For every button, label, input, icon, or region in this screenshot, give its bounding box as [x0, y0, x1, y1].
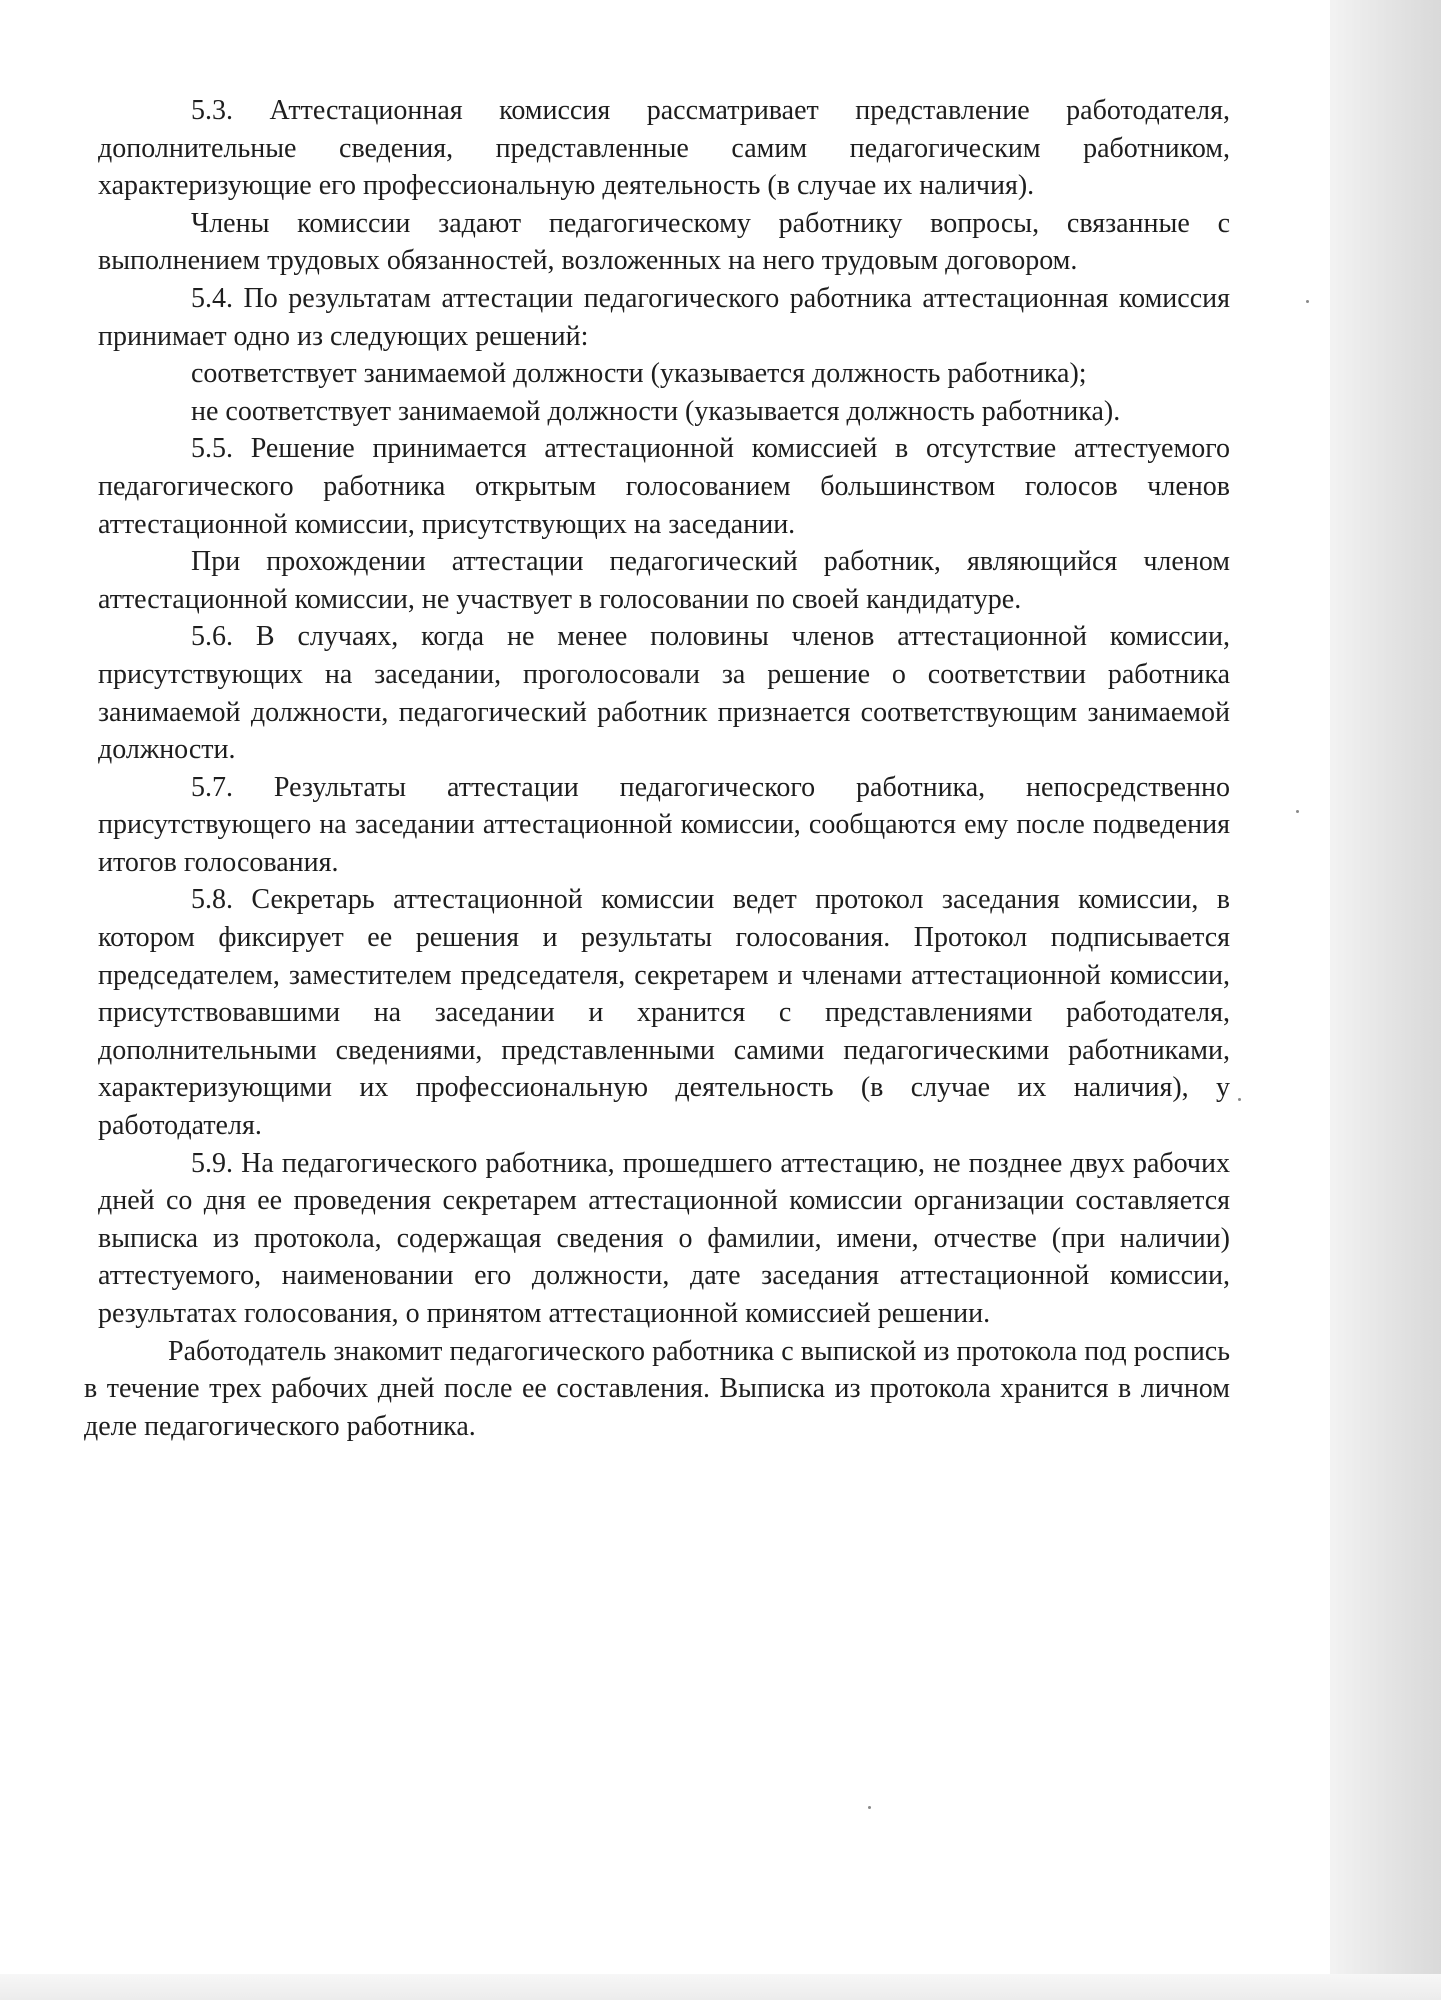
document-body [84, 92, 1230, 1445]
paragraph-5-5: 5.5. Решение принимается аттестационной комиссией в отсутствие аттестуемого педагогического работника открытым голосованием большинством голосов членов аттестационной комиссии, присутствующих на заседании. [98, 433, 1230, 540]
paragraph-5-7: 5.7. Результаты аттестации педагогического работника, непосредственно присутствующего на заседании аттестационной комиссии, сообщаются ему после подведения итогов голосования. [98, 771, 1230, 878]
scan-speck [868, 1806, 871, 1809]
paragraph-5-4: 5.4. По результатам аттестации педагогического работника аттестационная комиссия принимает одно из следующих решений: [98, 282, 1230, 352]
decision-option-complies: соответствует занимаемой должности (указывается должность работника); [191, 358, 1087, 390]
decision-option-not-complies: не соответствует занимаемой должности (указывается должность работника). [191, 395, 1121, 427]
scan-speck [1296, 810, 1299, 813]
paragraph-5-3: 5.3. Аттестационная комиссия рассматривает представление работодателя, дополнительные сведения, представленные самим педагогическим работником, характеризующие его профессиональную деятельность (в случае их наличия). [98, 95, 1230, 202]
paragraph-member-voting: При прохождении аттестации педагогический работник, являющийся членом аттестационной комиссии, не участвует в голосовании по своей кандидатуре. [98, 546, 1230, 615]
scan-speck [1238, 1098, 1241, 1101]
scan-bottom-edge [0, 1974, 1441, 2000]
scan-speck [1306, 300, 1309, 303]
paragraph-committee-questions: Члены комиссии задают педагогическому работнику вопросы, связанные с выполнением трудовых обязанностей, возложенных на него трудовым договором. [98, 207, 1230, 277]
paragraph-5-8: 5.8. Секретарь аттестационной комиссии ведет протокол заседания комиссии, в котором фиксирует ее решения и результаты голосования. Протокол подписывается председателем, заместителем председателя, секретарем и членами аттестационной комиссии, присутствовавшими на заседании и хранится с представлениями работодателя, дополнительными сведениями, представленными самими педагогическими работниками, характеризующими их профессиональную деятельность (в случае их наличия), у работодателя. [98, 884, 1230, 1142]
paragraph-employer-acquaints: Работодатель знакомит педагогического работника с выпиской из протокола под роспись в течение трех рабочих дней после ее составления. Выписка из протокола хранится в личном деле педагогического работника. [84, 1335, 1230, 1442]
paragraph-5-6: 5.6. В случаях, когда не менее половины членов аттестационной комиссии, присутствующих на заседании, проголосовали за решение о соответствии работника занимаемой должности, педагогический работник признается соответствующим занимаемой должности. [98, 621, 1230, 766]
paragraph-5-9: 5.9. На педагогического работника, прошедшего аттестацию, не позднее двух рабочих дней со дня ее проведения секретарем аттестационной комиссии организации составляется выписка из протокола, содержащая сведения о фамилии, имени, отчестве (при наличии) аттестуемого, наименовании его должности, дате заседания аттестационной комиссии, результатах голосования, о принятом аттестационной комиссией решении. [98, 1147, 1230, 1329]
scan-edge-shadow [1329, 0, 1441, 2000]
